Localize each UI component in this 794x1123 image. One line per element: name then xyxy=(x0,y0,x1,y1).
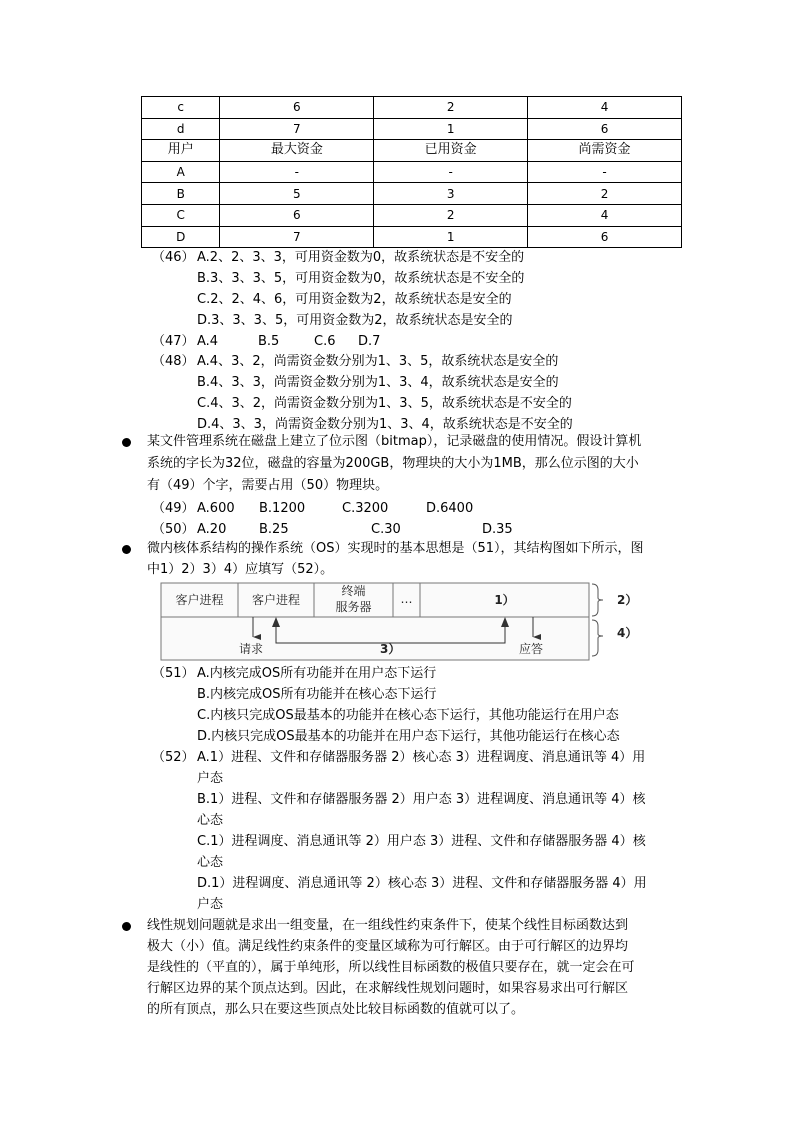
table-cell: 2 xyxy=(528,183,682,205)
table-cell: 最大资金 xyxy=(220,140,374,162)
q47-option-a: A.4 xyxy=(197,334,219,349)
q50-option-d: D.35 xyxy=(482,522,513,537)
q52-option-line: 心态 xyxy=(197,813,224,828)
lp-line: 的所有顶点，那么只在要这些顶点处比较目标函数的值就可以了。 xyxy=(147,1002,525,1017)
q51-option-d: D.内核只完成OS最基本的功能并在用户态下运行，其他功能运行在核心态 xyxy=(197,729,620,744)
bitmap-line: 某文件管理系统在磁盘上建立了位示图（bitmap），记录磁盘的使用情况。假设计算机 xyxy=(147,434,642,449)
table-row xyxy=(142,183,682,205)
table-cell: 7 xyxy=(220,226,374,248)
table-cell: 1 xyxy=(374,226,528,248)
q48-option-d: D.4、3、3，尚需资金数分别为1、3、4，故系统状态是不安全的 xyxy=(197,417,573,432)
table-cell: 2 xyxy=(374,204,528,226)
bullet-icon xyxy=(122,438,131,447)
q46-number: （46） xyxy=(152,250,195,265)
table-cell: 5 xyxy=(220,183,374,205)
table-cell: 3 xyxy=(374,183,528,205)
terminal-cell: 终端 xyxy=(341,584,366,598)
bullet-icon xyxy=(122,545,131,554)
table-cell: c xyxy=(142,97,220,119)
table-cell: - xyxy=(374,161,528,183)
micro-line: 微内核体系结构的操作系统（OS）实现时的基本思想是（51），其结构图如下所示，图 xyxy=(147,541,644,556)
q52-option-line: 心态 xyxy=(197,855,224,870)
lp-line: 行解区边界的某个顶点达到。因此，在求解线性规划问题时，如果容易求出可行解区 xyxy=(147,981,629,996)
q48-option-b: B.4、3、3，尚需资金数分别为1、3、4，故系统状态是安全的 xyxy=(197,375,559,390)
table-cell: 6 xyxy=(220,204,374,226)
q51-option-b: B.内核完成OS所有功能并在核心态下运行 xyxy=(197,687,437,702)
table-cell: D xyxy=(142,226,220,248)
blank-4-label: 4） xyxy=(617,626,638,640)
blank-2-label: 2） xyxy=(617,593,638,607)
q49-option-b: B.1200 xyxy=(259,501,306,516)
table-cell: 7 xyxy=(220,118,374,140)
q47-option-d: D.7 xyxy=(358,334,381,349)
table-cell: 6 xyxy=(220,97,374,119)
table-row xyxy=(142,226,682,248)
table-header-row xyxy=(142,140,682,162)
client-process-cell: 客户进程 xyxy=(251,593,300,607)
q52-option-line: 户态 xyxy=(197,771,224,786)
q46-option-b: B.3、3、3、5，可用资金数为0，故系统状态是不安全的 xyxy=(197,271,525,286)
funds-table xyxy=(141,96,682,248)
table-cell: 4 xyxy=(528,97,682,119)
q52-option-line: A.1）进程、文件和存储器服务器 2）核心态 3）进程调度、消息通讯等 4）用 xyxy=(197,750,646,765)
q46-option-c: C.2、2、4、6，可用资金数为2，故系统状态是安全的 xyxy=(197,292,512,307)
q48-number: （48） xyxy=(152,354,195,369)
table-cell: 用户 xyxy=(142,140,220,162)
request-label: 请求 xyxy=(239,642,264,656)
bitmap-line: 有（49）个字，需要占用（50）物理块。 xyxy=(147,478,389,493)
table-cell: d xyxy=(142,118,220,140)
q47-option-c: C.6 xyxy=(314,334,336,349)
table-cell: 尚需资金 xyxy=(528,140,682,162)
lp-line: 线性规划问题就是求出一组变量，在一组线性约束条件下，使某个线性目标函数达到 xyxy=(147,918,629,933)
blank-3-label: 3） xyxy=(380,642,401,656)
micro-line: 中1）2）3）4）应填写（52）。 xyxy=(147,562,334,577)
table-cell: 6 xyxy=(528,118,682,140)
q52-option-line: 户态 xyxy=(197,897,224,912)
ellipsis-cell: … xyxy=(400,592,413,606)
q47-number: （47） xyxy=(152,334,195,349)
q47-option-b: B.5 xyxy=(258,334,280,349)
table-cell: - xyxy=(528,161,682,183)
table-cell: 已用资金 xyxy=(374,140,528,162)
table-cell: 2 xyxy=(374,97,528,119)
lp-line: 是线性的（平直的），属于单纯形，所以线性目标函数的极值只要存在，就一定会在可 xyxy=(147,960,635,975)
q46-option-a: A.2、2、3、3，可用资金数为0，故系统状态是不安全的 xyxy=(197,250,525,265)
table-cell: - xyxy=(220,161,374,183)
table-cell: 1 xyxy=(374,118,528,140)
blank-1-cell: 1） xyxy=(494,593,515,607)
q52-number: （52） xyxy=(152,750,195,765)
q49-option-c: C.3200 xyxy=(342,501,389,516)
lp-line: 极大（小）值。满足线性约束条件的变量区域称为可行解区。由于可行解区的边界均 xyxy=(147,939,629,954)
q52-option-line: C.1）进程调度、消息通讯等 2）用户态 3）进程、文件和存储器服务器 4）核 xyxy=(197,834,646,849)
q49-option-a: A.600 xyxy=(197,501,235,516)
q49-option-d: D.6400 xyxy=(426,501,474,516)
table-row xyxy=(142,204,682,226)
table-cell: A xyxy=(142,161,220,183)
server-cell: 服务器 xyxy=(335,600,372,614)
table-cell: B xyxy=(142,183,220,205)
q51-number: （51） xyxy=(152,666,195,681)
reply-label: 应答 xyxy=(519,642,544,656)
q52-option-line: D.1）进程调度、消息通讯等 2）核心态 3）进程、文件和存储器服务器 4）用 xyxy=(197,876,647,891)
q48-option-a: A.4、3、2，尚需资金数分别为1、3、5，故系统状态是安全的 xyxy=(197,354,559,369)
q50-option-c: C.30 xyxy=(371,522,401,537)
q51-option-a: A.内核完成OS所有功能并在用户态下运行 xyxy=(197,666,437,681)
client-process-cell: 客户进程 xyxy=(175,593,224,607)
q50-option-b: B.25 xyxy=(259,522,289,537)
q49-number: （49） xyxy=(152,501,195,516)
q50-number: （50） xyxy=(152,522,195,537)
q50-option-a: A.20 xyxy=(197,522,227,537)
table-row xyxy=(142,118,682,140)
microkernel-diagram xyxy=(155,580,655,665)
table-cell: 4 xyxy=(528,204,682,226)
table-row xyxy=(142,161,682,183)
q51-option-c: C.内核只完成OS最基本的功能并在核心态下运行，其他功能运行在用户态 xyxy=(197,708,619,723)
bullet-icon xyxy=(122,922,131,931)
q52-option-line: B.1）进程、文件和存储器服务器 2）用户态 3）进程调度、消息通讯等 4）核 xyxy=(197,792,646,807)
table-cell: 6 xyxy=(528,226,682,248)
q46-option-d: D.3、3、3、5，可用资金数为2，故系统状态是安全的 xyxy=(197,313,513,328)
bitmap-line: 系统的字长为32位，磁盘的容量为200GB，物理块的大小为1MB，那么位示图的大小 xyxy=(147,456,639,471)
q48-option-c: C.4、3、2，尚需资金数分别为1、3、5，故系统状态是不安全的 xyxy=(197,396,572,411)
table-row xyxy=(142,97,682,119)
table-cell: C xyxy=(142,204,220,226)
